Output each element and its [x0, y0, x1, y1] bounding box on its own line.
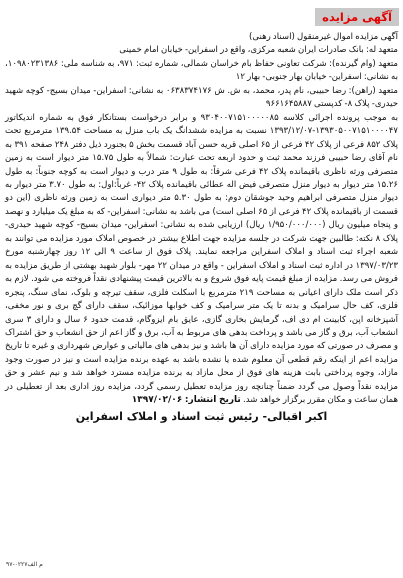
publication-date: تاریخ انتشار: ۱۳۹۷/۰۲/۰۶ [131, 395, 241, 406]
page-title: آگهی مزایده [315, 8, 399, 26]
mortgagor-paragraph: متعهد (راهن): رضا حبیبی، نام پدر، محمد، به ش. ش ۰۶۳۸۳۷۴۱۷۶ به نشانی: اسفراین- میدان بسیج- کوچه شهید حیدری- پلاک ۸- کدپستی ۹۶۶۱۶۴۵۸۸۷ [5, 85, 398, 110]
footer-code: ۹۷-۰۲۲۷م الف [6, 561, 43, 568]
notice-heading: آگهی مزایده اموال غیرمنقول (اسناد رهنی) [249, 32, 398, 42]
borrower-paragraph: متعهد (وام گیرنده): شرکت تعاونی حفاظ بام خراسان شمالی، شماره ثبت: ۹۷۱، به شناسه ملی: ۱۰۹۸۰۲۳۱۳۸۶، به نشانی: اسفراین- خیابان بهار جنوبی- بهار ۱۲ [5, 58, 398, 83]
auction-notice [4, 2, 399, 574]
main-paragraph [5, 112, 398, 408]
main-text: به موجب پرونده اجرائی کلاسه ۹۳۰۴۰۰۷۱۵۱۰۰۰۰۰۸۵ و برابر درخواست بستانکار فوق به شماره اندیکاتور ۱۳۹۳۰۵۰۰۷۱۵۱۰۰۰۰۴۷-۱۳۹۳/۱۲/۰۷ نسبت به مزایده ششدانگ یک باب منزل به مساحت ۱۳۹.۵۴ مترمربع تحت پلاک ۸۵۲ فرعی از پلاک ۴۲ فرعی از ۶۵ اصلی قریه حسن آباد قسمت بخش ۵ بجنورد ذیل دفتر ۲۴۸ صفحه ۳۹۱ به نام آقای رضا حبیبی فرزند محمد ثبت و حدود اربعه تحت عبارت: شمالاً به طول ۱۵.۷۵ متر دیوار است به زمین متصرفی ورثه ناظری باقیمانده پلاک ۴۲ فرعی شرقاً: به طول ۹ متر درب و دیوار است به کوچه جنوباً: به طول ۱۵.۲۶ متر دیوار به دیوار منزل متصرفی فیض اله عطائی باقیمانده پلاک ۴۲- غرباً:اول: به طول ۳.۷۰ متر دیوار به دیوار منزل متصرفی ابراهیم وحید جوشقان دوم: به طول ۵.۳۰ متر دیواری است به زمین ورثه ناظری (این دو قسمت از باقیمانده پلاک ۴۲ فرعی از ۶۵ اصلی است) می باشد به نشانی: اسفراین- که به مبلغ یک میلیارد و نهصد و پنجاه میلیون ریال (۱/۹۵۰/۰۰۰/۰۰۰ ریال) ارزیابی شده به نشانی: اسفراین- میدان بسیج- کوچه شهید حیدری- پلاک ۸ نکته: طالبین جهت شرکت در جلسه مزایده جهت اطلاع بیشتر در خصوص املاک مورد مزایده می توانند به شعبه اجراء ثبت اسناد و املاک اسفراین مراجعه نمایند. پلاک فوق از ساعت ۹ الی ۱۲ روز چهارشنبه مورخ ۱۳۹۷/۰۳/۲۳ در اداره ثبت اسناد و املاک اسفراین - واقع در میدان ۲۲ مهر- بلوار شهید بهشتی از طریق مزایده به فروش می رسد. مزایده از مبلغ قیمت پایه فوق شروع و به بالاترین قیمت پیشنهادی نقداً فروخته می شود. لازم به ذکر است ملک دارای اعیانی به مساحت ۲۱۹ مترمربع با اسکلت فلزی، سقف تیرچه و بلوک، نمای سنگ، پنجره فلزی، کف حال سرامیک و بدنه تا یک متر سرامیک و کف خوابها موزائیک، سقف دارای گچ بری و نور مخفی، آشپزخانه اپن، کابینت ام دی اف، گرمایش بخاری گازی، عایق بام ایزوگام، قدمت حدود ۶ سال و دارای ۳ سری انشعاب آب، برق و گاز می باشد و پرداخت بدهی های مربوط به آب، برق و گاز اعم از حق انشعاب و حق اشتراک و مصرف در صورتی که مورد مزایده دارای آن ها باشد و نیز بدهی های مالیاتی و عوارض شهرداری و غیره تا تاریخ مزایده اعم از اینکه رقم قطعی آن معلوم شده یا نشده باشد به عهده برنده مزایده است و نیز در صورت وجود مازاد، وجوه پرداختی بابت هزینه های فوق از محل مازاد به برنده مزایده مسترد خواهد شد و نیم عشر و حق مزایده نقداً وصول می گردد ضمناً چنانچه روز مزایده تعطیل رسمی گردد، مزایده روز اداری بعد از تعطیلی در همان ساعت و مکان مقرر برگزار خواهد شد. [5, 112, 399, 406]
notice-body [4, 31, 399, 408]
header [4, 2, 399, 28]
signature: اکبر اقبالی- رئیس ثبت اسناد و املاک اسفراین [75, 409, 328, 423]
creditor-paragraph: متعهد له: بانک صادرات ایران شعبه مرکزی، واقع در اسفراین- خیابان امام خمینی [119, 45, 398, 56]
